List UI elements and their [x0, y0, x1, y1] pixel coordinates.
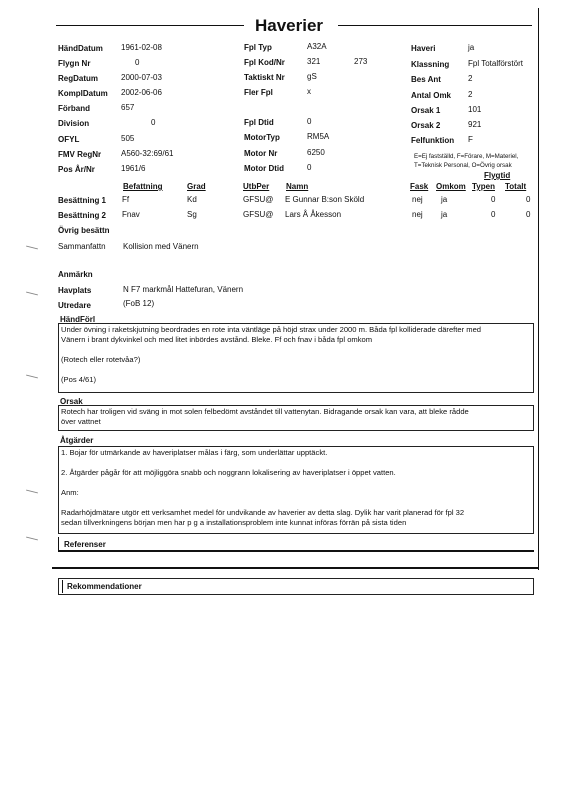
page-title: Haverier: [255, 16, 324, 35]
crew-grad: Sg: [187, 210, 197, 219]
orsak-line: över vattnet: [61, 417, 101, 426]
field-value-orsak-1: 101: [468, 105, 482, 114]
crew-row-label: Besättning 1: [58, 196, 107, 205]
field-value-reg-datum: 2000-07-03: [121, 73, 162, 82]
flygtid-header: Flygtid: [484, 171, 511, 180]
referenser-bottom-rule: [58, 550, 534, 552]
punch-mark: [26, 375, 38, 379]
field-label-motor-dtid: Motor Dtid: [244, 164, 284, 173]
crew-typen: 0: [491, 210, 496, 219]
utredare-label: Utredare: [58, 301, 91, 310]
field-value-motor-typ: RM5A: [307, 132, 330, 141]
crew-omkom: ja: [441, 210, 448, 219]
cause-legend-line-2: T=Teknisk Personal, O=Övrig orsak: [414, 162, 512, 169]
field-label-fpl-typ: Fpl Typ: [244, 43, 272, 52]
field-value-fpl-typ: A32A: [307, 42, 327, 51]
atgarder-line: 1. Bojar för utmärkande av haveriplatser målas i färg, som underlättar upptäckt.: [61, 448, 328, 457]
field-label-reg-datum: RegDatum: [58, 74, 99, 83]
handforl-line: Under övning i raketskjutning beordrades en rote inta väntläge på höjd strax under 2000 m. Båda fpl kolliderade därefter med: [61, 325, 482, 334]
crew-fask: nej: [412, 210, 423, 219]
crew-namn: E Gunnar B:son Sköld: [285, 195, 365, 204]
col-header-grad: Grad: [187, 182, 206, 191]
crew-totalt: 0: [526, 195, 531, 204]
handforl-line: (Rotech eller rotetvåa?): [61, 355, 141, 364]
col-header-namn: Namn: [286, 182, 309, 191]
field-label-bes-ant: Bes Ant: [411, 75, 441, 84]
ovrig-besattning-label: Övrig besättn: [58, 226, 110, 235]
crew-fask: nej: [412, 195, 423, 204]
orsak-box: [58, 405, 534, 431]
field-value-motor-nr: 6250: [307, 148, 325, 157]
orsak-text: [61, 407, 533, 427]
crew-utbper: GFSU@: [243, 195, 274, 204]
crew-typen: 0: [491, 195, 496, 204]
field-label-pos-ar-nr: Pos År/Nr: [58, 165, 95, 174]
handforl-label: HändFörl: [60, 315, 96, 324]
col-header-befattning: Befattning: [123, 182, 163, 191]
col-header-fask: Fask: [410, 182, 429, 191]
field-value-fpl-kod-nr: 321: [307, 57, 321, 66]
frame-bottom: [52, 567, 539, 569]
crew-omkom: ja: [441, 195, 448, 204]
orsak-section-label: Orsak: [60, 397, 83, 406]
field-label-forband: Förband: [58, 104, 90, 113]
field-label-orsak-1: Orsak 1: [411, 106, 441, 115]
havplats-label: Havplats: [58, 286, 92, 295]
handforl-box: [58, 323, 534, 393]
field-value-motor-dtid: 0: [307, 163, 312, 172]
atgarder-text: [61, 448, 533, 528]
field-label-fpl-kod-nr: Fpl Kod/Nr: [244, 58, 285, 67]
field-value-antal-omk: 2: [468, 90, 473, 99]
atgarder-box: [58, 446, 534, 534]
crew-grad: Kd: [187, 195, 197, 204]
frame-right: [538, 8, 539, 570]
atgarder-line: [61, 458, 533, 468]
field-value-orsak-2: 921: [468, 120, 482, 129]
field-value-taktiskt-nr: gS: [307, 72, 317, 81]
sammanfattn-label: Sammanfattn: [58, 242, 106, 251]
rekommendationer-inner-rule: [62, 580, 63, 593]
crew-namn: Lars Å Åkesson: [285, 210, 342, 219]
field-label-antal-omk: Antal Omk: [411, 91, 452, 100]
field-value-forband: 657: [121, 103, 135, 112]
handforl-line: (Pos 4/61): [61, 375, 97, 384]
handforl-line: [61, 345, 533, 355]
field-value-fpl-dtid: 0: [307, 117, 312, 126]
field-label-orsak-2: Orsak 2: [411, 121, 441, 130]
field-value-bes-ant: 2: [468, 74, 473, 83]
field-value-ofyl: 505: [121, 134, 135, 143]
field-value-fmv-regnr: A560-32:69/61: [121, 149, 174, 158]
field-value-division: 0: [151, 118, 156, 127]
field-label-klassning: Klassning: [411, 60, 450, 69]
field-label-ofyl: OFYL: [58, 135, 80, 144]
field-label-division: Division: [58, 119, 90, 128]
field-label-taktiskt-nr: Taktiskt Nr: [244, 73, 285, 82]
field-value-pos-ar-nr: 1961/6: [121, 164, 146, 173]
handforl-line: Vänern i brant dykvinkel och med litet inbördes avstånd. Bleke. Ff och fnav i båda fpl omkom: [61, 335, 373, 344]
punch-mark: [26, 246, 38, 250]
col-header-totalt: Totalt: [505, 182, 527, 191]
orsak-line: Rotech har troligen vid sväng in mot solen felbedömt avståndet till vattenytan. Bidragande orsak kan vara, att bleke rådde: [61, 407, 469, 416]
field-label-hand-datum: HändDatum: [58, 44, 103, 53]
field-value-haveri: ja: [468, 43, 475, 52]
anmarkn-label: Anmärkn: [58, 270, 93, 279]
field-label-fmv-regnr: FMV RegNr: [58, 150, 102, 159]
crew-befattning: Fnav: [122, 210, 140, 219]
field-value-felfunktion: F: [468, 135, 473, 144]
atgarder-line: sedan tillverkningens början men har p g a installationsproblem inte kunnat införas förrän på sista tiden: [61, 518, 407, 527]
field-label-fler-fpl: Fler Fpl: [244, 88, 273, 97]
field-label-haveri: Haveri: [411, 44, 436, 53]
punch-mark: [26, 537, 38, 541]
col-header-utbper: UtbPer: [243, 182, 270, 191]
field-value-klassning: Fpl Totalförstört: [468, 59, 523, 68]
cause-legend-line-1: E=Ej fastställd, F=Förare, M=Materiel,: [414, 153, 519, 160]
field-label-flygn-nr: Flygn Nr: [58, 59, 91, 68]
handforl-text: [61, 325, 533, 385]
crew-befattning: Ff: [122, 195, 130, 204]
title-rule-left: [56, 25, 244, 26]
field-label-motor-typ: MotorTyp: [244, 133, 280, 142]
field-value-fler-fpl: x: [307, 87, 311, 96]
field-label-motor-nr: Motor Nr: [244, 149, 278, 158]
referenser-label: Referenser: [64, 540, 106, 549]
sammanfattn-value: Kollision med Vänern: [123, 242, 199, 251]
punch-mark: [26, 490, 38, 494]
atgarder-line: [61, 498, 533, 508]
crew-utbper: GFSU@: [243, 210, 274, 219]
atgarder-line: [61, 478, 533, 488]
field-extra-fpl-kod-nr: 273: [354, 57, 368, 66]
crew-row-label: Besättning 2: [58, 211, 107, 220]
field-label-fpl-dtid: Fpl Dtid: [244, 118, 274, 127]
rekommendationer-label: Rekommendationer: [67, 582, 142, 591]
atgarder-line: Radarhöjdmätare utgör ett verksamhet medel för undvikande av haverier av detta slag. Dylik har varit planerad för fpl 32: [61, 508, 465, 517]
title-rule-right: [338, 25, 532, 26]
col-header-typen: Typen: [472, 182, 495, 191]
atgarder-label: Åtgärder: [60, 436, 94, 445]
col-header-omkom: Omkom: [436, 182, 466, 191]
field-value-kompl-datum: 2002-06-06: [121, 88, 162, 97]
havplats-value: N F7 markmål Hattefuran, Vänern: [123, 285, 244, 294]
handforl-line: [61, 365, 533, 375]
field-label-felfunktion: Felfunktion: [411, 136, 455, 145]
punch-mark: [26, 292, 38, 296]
crew-totalt: 0: [526, 210, 531, 219]
atgarder-line: 2. Åtgärder pågår för att möjliggöra snabb och noggrann lokalisering av haveriplatser i öppet vatten.: [61, 468, 396, 477]
field-value-flygn-nr: 0: [135, 58, 140, 67]
field-value-hand-datum: 1961-02-08: [121, 43, 162, 52]
atgarder-line: Anm:: [61, 488, 79, 497]
referenser-left-rule: [58, 537, 59, 550]
field-label-kompl-datum: KomplDatum: [58, 89, 108, 98]
utredare-value: (FoB 12): [123, 299, 155, 308]
